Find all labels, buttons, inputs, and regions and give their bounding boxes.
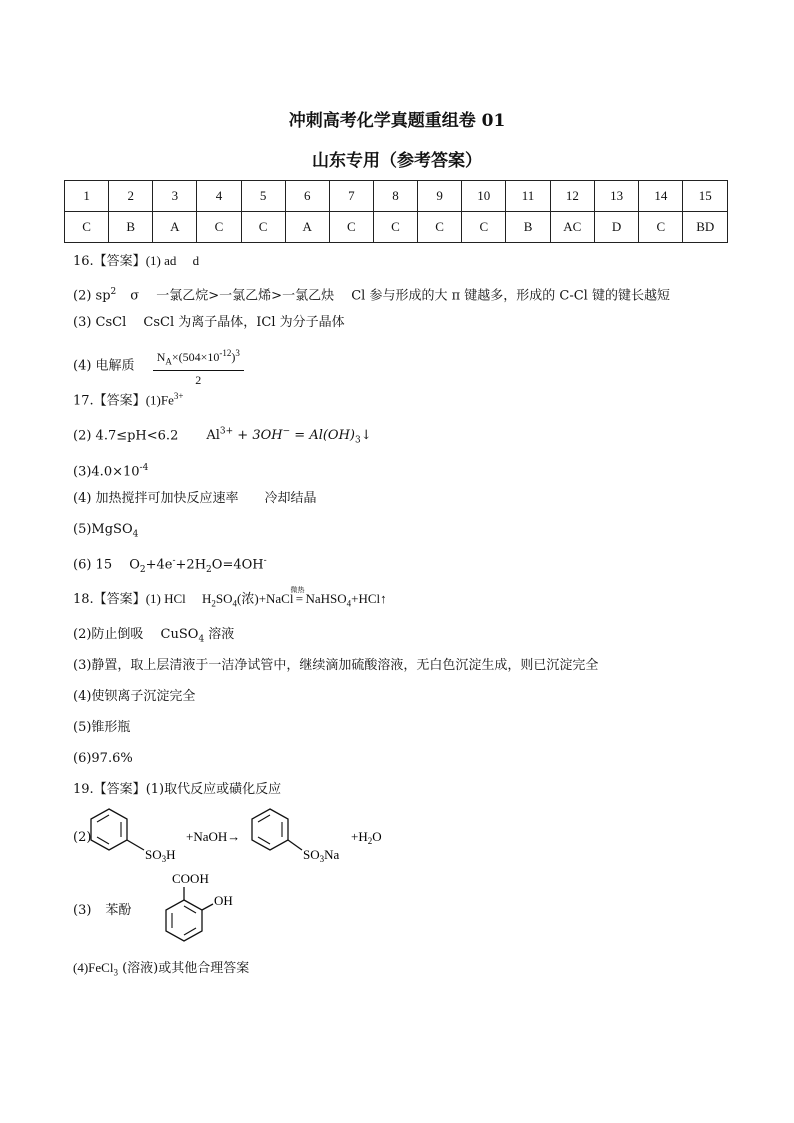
- answer-table: [64, 180, 728, 243]
- q16-line-4: [73, 344, 244, 389]
- question-number-cell: 2: [109, 181, 153, 212]
- answer-cell: BD: [683, 212, 728, 243]
- answer-cell: AC: [550, 212, 594, 243]
- question-number-cell: 11: [506, 181, 550, 212]
- question-number-cell: 15: [683, 181, 728, 212]
- answer-cell: C: [329, 212, 373, 243]
- answer-cell: C: [462, 212, 506, 243]
- answer-table-number-row: [65, 181, 728, 212]
- q16-part-4-prefix: (4) 电解质: [73, 358, 135, 374]
- q18-line-2: (2)防止倒吸 CuSO$_4$ 溶液: [73, 627, 235, 645]
- q19-label: 19.【答案】: [73, 782, 146, 797]
- q17-line-4: (4) 加热搅拌可加快反应速率 冷却结晶: [73, 491, 317, 506]
- answer-table-answer-row: [65, 212, 728, 243]
- q17-line-3: $(3)4.0\times 10^{-4}$: [73, 463, 149, 480]
- q18-line-1: 18.【答案】(1) HCl $H_2SO_4$(浓)+NaCl 微热 = NaHSO$_4$+HCl↑: [73, 586, 387, 609]
- answer-cell: B: [506, 212, 550, 243]
- q19-line-3: (3) 苯酚: [73, 903, 132, 918]
- page-title: 冲刺高考化学真题重组卷 01: [288, 111, 506, 131]
- benzenesulfonic-acid-structure: [91, 809, 176, 864]
- q19-part-2-prefix: (2): [73, 830, 92, 845]
- reaction-plus-naoh: +NaOH→: [186, 829, 241, 844]
- q17-line-6: (6) 15 $O_2+4e^-+2H_2O=4OH^-$: [73, 556, 267, 575]
- question-number-cell: 6: [285, 181, 329, 212]
- q18-line-5: (5)锥形瓶: [73, 720, 131, 735]
- question-number-cell: 12: [550, 181, 594, 212]
- answer-cell: C: [241, 212, 285, 243]
- salicylic-acid-structure: [155, 868, 265, 948]
- answer-cell: A: [153, 212, 197, 243]
- q19-line-1: [73, 781, 281, 799]
- q18-label: 18.【答案】: [73, 592, 146, 607]
- q16-part-2-prefix: (2) sp: [73, 288, 111, 304]
- q17-label: 17.【答案】: [73, 393, 146, 409]
- svg-text:SO3Na: $SO_3Na$: [303, 847, 340, 864]
- question-number-cell: 9: [418, 181, 462, 212]
- q16-part-1: (1) ad d: [145, 253, 200, 268]
- q17-line-5: (5)MgSO$_4$: [73, 522, 139, 540]
- cooh-label: COOH: [172, 871, 209, 886]
- q16-line-1: [73, 252, 199, 271]
- answer-cell: C: [373, 212, 417, 243]
- answer-cell: C: [418, 212, 462, 243]
- q17-line-2: [73, 423, 372, 450]
- q19-reaction-structures: [88, 806, 408, 866]
- oh-label: OH: [214, 893, 233, 908]
- page-subtitle: 山东专用（参考答案）: [312, 151, 482, 171]
- q17-equation: $Al^{3+} + 3OH^-$ = $Al(OH)_3↓$: [206, 427, 372, 446]
- q18-line-3: (3)静置，取上层清液于一洁净试管中，继续滴加硫酸溶液，无白色沉淀生成，则已沉淀完全: [73, 658, 599, 673]
- q16-label: 16.【答案】: [73, 254, 146, 269]
- question-number-cell: 1: [65, 181, 109, 212]
- question-number-cell: 14: [639, 181, 683, 212]
- q16-part-2-text: σ 一氯乙烷>一氯乙烯>一氯乙炔 Cl 参与形成的大 π 键越多，形成的 C-Cl 键的键长越短: [130, 288, 670, 304]
- answer-cell: B: [109, 212, 153, 243]
- q17-line-1: 17.【答案】$(1)Fe^{3+}$: [73, 391, 184, 409]
- question-number-cell: 5: [241, 181, 285, 212]
- answer-cell: C: [639, 212, 683, 243]
- q19-part-1: (1)取代反应或磺化反应: [145, 782, 282, 797]
- q16-line-3: (3) CsCl CsCl 为离子晶体，ICl 为分子晶体: [73, 315, 345, 330]
- answer-cell: C: [65, 212, 109, 243]
- reaction-water: $+H_2O$: [351, 829, 382, 846]
- question-number-cell: 8: [373, 181, 417, 212]
- answer-cell: A: [285, 212, 329, 243]
- sodium-benzenesulfonate-structure: [252, 809, 340, 864]
- answer-cell: D: [595, 212, 639, 243]
- question-number-cell: 4: [197, 181, 241, 212]
- svg-text:SO3H: $SO_3H$: [145, 847, 176, 864]
- answer-cell: C: [197, 212, 241, 243]
- fraction-numerator: $N_A\times(504\times 10^{-12})^3$: [153, 344, 244, 371]
- q19-line-4: (4)FeCl$_3$ (溶液)或其他合理答案: [73, 960, 250, 978]
- q18-line-4: (4)使钡离子沉淀完全: [73, 689, 196, 704]
- q17-part-1: (1)Fe: [145, 392, 174, 408]
- q17-part-2-prefix: (2) 4.7≤pH<6.2: [73, 428, 179, 444]
- q16-density-fraction: [153, 344, 244, 389]
- reaction-condition: 微热 =: [290, 586, 305, 606]
- q16-line-2: [73, 283, 670, 305]
- question-number-cell: 3: [153, 181, 197, 212]
- question-number-cell: 7: [329, 181, 373, 212]
- question-number-cell: 13: [595, 181, 639, 212]
- q18-line-6: (6)97.6%: [73, 751, 133, 766]
- question-number-cell: 10: [462, 181, 506, 212]
- fraction-denominator: 2: [195, 373, 202, 388]
- q16-part-2-sup: 2: [110, 287, 117, 297]
